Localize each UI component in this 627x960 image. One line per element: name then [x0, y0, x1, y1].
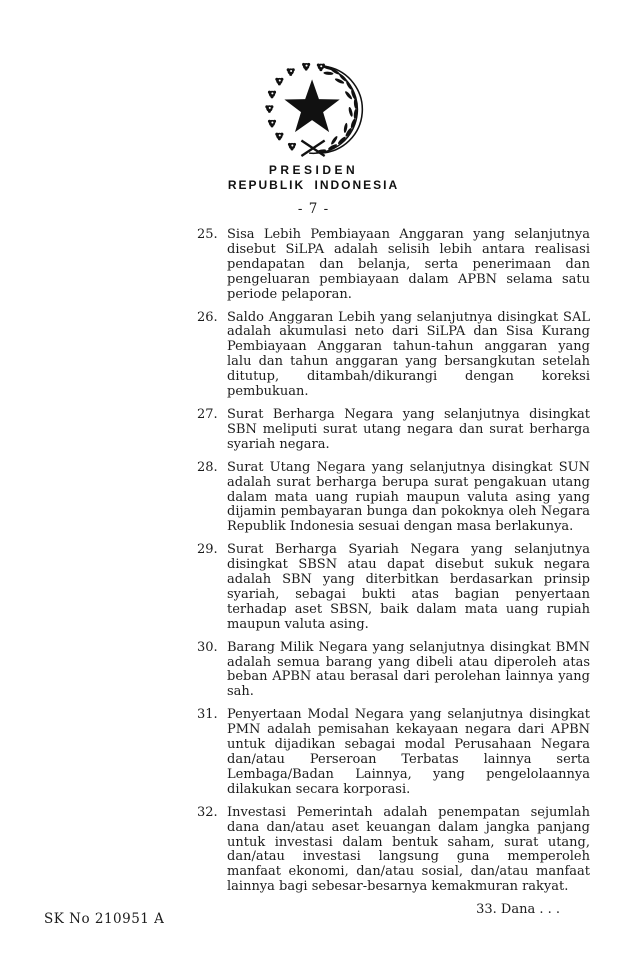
page-number: - 7 -	[297, 201, 330, 217]
document-footer	[44, 911, 164, 927]
document-code: SK No 210951 A	[44, 911, 165, 927]
item-number: 25.	[197, 227, 218, 242]
item-text: Surat Berharga Negara yang selanjutnya disingkat SBN meliputi surat utang negara dan surat berharga syariah negara.	[227, 406, 590, 452]
document-header	[0, 60, 627, 217]
list-item	[197, 806, 590, 895]
item-number: 27.	[197, 406, 218, 422]
list-item	[197, 641, 590, 701]
document-body	[197, 228, 590, 918]
definitions-list	[197, 228, 590, 895]
item-number: 30.	[197, 639, 218, 655]
list-item	[197, 708, 590, 797]
list-item	[197, 228, 590, 303]
list-item	[197, 461, 590, 536]
institution-name-line1: PRESIDEN	[268, 163, 359, 177]
item-number: 31.	[197, 707, 218, 723]
item-text: Barang Milik Negara yang selanjutnya disingkat BMN adalah semua barang yang dibeli atau diperoleh atas beban APBN atau berasal dari perolehan lainnya yang sah.	[227, 639, 590, 700]
item-text: Sisa Lebih Pembiayaan Anggaran yang selanjutnya disebut SiLPA adalah selisih lebih antara realisasi pendapatan dan belanja, serta penerimaan dan pengeluaran pembiayaan dalam APBN selama satu periode pelaporan.	[227, 227, 590, 302]
presidential-emblem-icon	[255, 60, 373, 157]
list-item	[197, 408, 590, 453]
list-item	[197, 311, 590, 400]
item-text: Surat Berharga Syariah Negara yang selanjutnya disingkat SBSN atau dapat disebut sukuk negara adalah SBN yang diterbitkan berdasarkan prinsip syariah, sebagai bukti atas bagian penyertaan terhadap aset SBSN, baik dalam mata uang rupiah maupun valuta asing.	[227, 542, 590, 632]
item-number: 29.	[197, 542, 218, 558]
item-text: Saldo Anggaran Lebih yang selanjutnya disingkat SAL adalah akumulasi neto dari SiLPA dan Sisa Kurang Pembiayaan Anggaran tahun-tahun anggaran yang lalu dan tahun anggaran yang bersangkutan setelah ditutup, ditambah/dikurangi dengan koreksi pembukuan.	[227, 309, 590, 400]
item-text: Surat Utang Negara yang selanjutnya disingkat SUN adalah surat berharga berupa surat pengakuan utang dalam mata uang rupiah maupun valuta asing yang dijamin pembayaran bunga dan pokoknya oleh Negara Republik Indonesia sesuai dengan masa berlakunya.	[227, 459, 590, 535]
item-number: 32.	[197, 804, 218, 820]
institution-name-line2: REPUBLIK INDONESIA	[227, 178, 400, 192]
item-text: Investasi Pemerintah adalah penempatan sejumlah dana dan/atau aset keuangan dalam jangka panjang untuk investasi dalam bentuk saham, surat utang, dan/atau investasi langsung guna memperoleh manfaat ekonomi, dan/atau sosial, dan/atau manfaat lainnya bagi sebesar-besarnya kemakmuran rakyat.	[227, 804, 590, 895]
item-number: 26.	[197, 309, 218, 325]
item-number: 28.	[197, 459, 218, 475]
catchword-next-page: 33. Dana . . .	[476, 902, 560, 918]
item-text: Penyertaan Modal Negara yang selanjutnya disingkat PMN adalah pemisahan kekayaan negara dari APBN untuk dijadikan sebagai modal Perusahaan Negara dan/atau Perseroan Terbatas lainnya serta Lembaga/Badan Lainnya, yang pengelolaannya dilakukan secara korporasi.	[227, 707, 590, 797]
list-item	[197, 543, 590, 632]
